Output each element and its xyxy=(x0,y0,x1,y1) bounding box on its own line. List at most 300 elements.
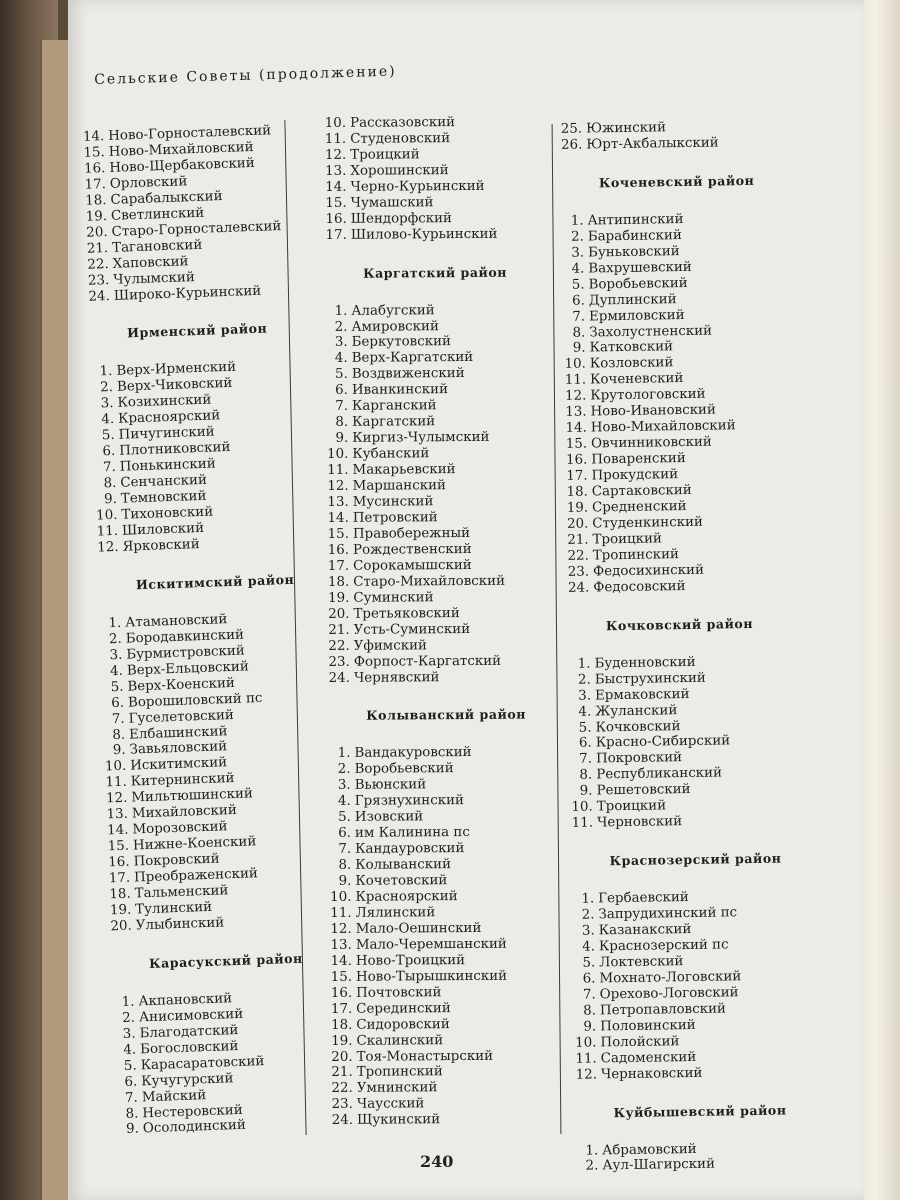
item-number: 6. xyxy=(582,971,596,987)
item-name: Тропинский xyxy=(356,1064,443,1081)
item-name: Умнинский xyxy=(356,1080,438,1097)
list-item xyxy=(323,605,553,623)
item-name: Маршанский xyxy=(352,478,446,494)
item-number: 16. xyxy=(108,854,130,871)
item-number: 12. xyxy=(330,921,352,937)
item-name: Колыванский xyxy=(355,857,452,873)
item-number: 12. xyxy=(575,1067,598,1083)
item-number: 8. xyxy=(583,1003,597,1019)
item-name: Шиловский xyxy=(121,520,205,539)
item-name: Мало-Оешинский xyxy=(355,920,482,937)
item-name: Покровский xyxy=(595,750,683,767)
item-number: 1. xyxy=(99,364,113,380)
item-number: 23. xyxy=(87,272,110,289)
item-number: 24. xyxy=(88,288,111,305)
list-item xyxy=(320,114,550,132)
list-item xyxy=(325,825,555,843)
item-name: Дуплинский xyxy=(588,291,677,309)
item-name: Елбашинский xyxy=(128,723,228,743)
item-name: Тагановский xyxy=(111,237,203,256)
item-name: Овчинниковский xyxy=(590,434,712,452)
list-item xyxy=(326,920,556,938)
item-name: Рождественский xyxy=(352,541,472,558)
item-number: 18. xyxy=(109,886,131,903)
item-name: Богословский xyxy=(139,1038,239,1058)
list-item xyxy=(324,669,554,687)
item-name: Запрудихинский пс xyxy=(598,905,738,923)
item-number: 10. xyxy=(327,446,349,463)
item-number: 11. xyxy=(571,815,594,832)
item-name: Каргатский xyxy=(352,414,436,431)
list-item xyxy=(324,745,554,763)
item-number: 9. xyxy=(338,873,352,889)
item-number: 6. xyxy=(102,444,116,460)
item-name: Верх-Ельцовский xyxy=(126,659,250,679)
item-number: 5. xyxy=(578,720,592,736)
next-page-edge xyxy=(858,0,900,1200)
list-item xyxy=(325,872,555,890)
item-name: Федосовский xyxy=(593,578,686,596)
item-name: Краснозерский пс xyxy=(598,937,729,955)
item-number: 14. xyxy=(330,953,352,969)
item-number: 8. xyxy=(579,767,593,784)
item-name: Иванкинский xyxy=(351,382,449,399)
item-number: 10. xyxy=(330,889,352,905)
item-name: Буньковский xyxy=(587,243,680,261)
item-number: 11. xyxy=(96,523,119,540)
item-number: 7. xyxy=(338,841,352,858)
list-item xyxy=(323,541,553,559)
item-number: 19. xyxy=(328,590,350,606)
item-number: 3. xyxy=(578,688,592,704)
list-item xyxy=(326,1000,556,1018)
item-name: Чумашский xyxy=(350,194,434,211)
item-number: 24. xyxy=(567,580,590,596)
list-item xyxy=(325,841,555,859)
item-name: Мусинский xyxy=(352,494,434,510)
list-item xyxy=(322,366,552,384)
item-name: Почтовский xyxy=(356,984,442,1001)
item-name: Осолодинский xyxy=(142,1118,247,1137)
item-number: 2. xyxy=(570,229,584,245)
list-item xyxy=(320,146,550,164)
list-item xyxy=(322,461,552,479)
item-number: 5. xyxy=(334,367,348,383)
item-name: Усть-Суминский xyxy=(353,621,471,638)
item-name: Старо-Горносталевский xyxy=(111,218,282,240)
item-name: Нестеровский xyxy=(142,1102,243,1121)
item-number: 10. xyxy=(571,799,593,816)
list-item xyxy=(323,589,553,607)
item-name: Понькинский xyxy=(119,456,216,475)
item-name: Барабинский xyxy=(587,227,682,245)
item-name: Тальменский xyxy=(134,883,229,902)
item-number: 25. xyxy=(560,121,583,137)
item-number: 12. xyxy=(97,539,119,556)
item-number: 13. xyxy=(330,937,352,953)
item-name: Локтевский xyxy=(599,954,684,971)
list-item xyxy=(327,1112,557,1130)
item-name: Анисимовский xyxy=(138,1006,244,1026)
item-name: Атамановский xyxy=(124,611,228,631)
item-name: Буденновский xyxy=(594,654,696,672)
item-number: 9. xyxy=(125,1121,140,1138)
list-item xyxy=(327,1096,557,1114)
item-number: 13. xyxy=(106,806,129,823)
item-name: Садоменский xyxy=(600,1049,697,1067)
item-number: 7. xyxy=(102,460,117,476)
district-title: Коченевский район xyxy=(598,172,755,191)
item-number: 10. xyxy=(95,507,118,524)
list-item xyxy=(322,414,552,432)
item-number: 7. xyxy=(572,309,586,325)
item-name: Красно-Сибирский xyxy=(595,733,731,751)
list-item xyxy=(326,968,556,986)
item-number: 4. xyxy=(578,704,592,720)
item-number: 11. xyxy=(575,1051,597,1067)
item-number: 18. xyxy=(327,574,350,590)
list-item xyxy=(321,302,551,320)
list-item xyxy=(320,162,550,180)
item-name: Антипинский xyxy=(587,211,684,229)
list-item xyxy=(320,130,550,148)
item-name: Плотниковский xyxy=(118,440,231,459)
item-number: 8. xyxy=(103,475,117,492)
item-name: Красноярский xyxy=(117,408,221,428)
item-name: Ново-Тырышкинский xyxy=(355,968,508,985)
item-number: 1. xyxy=(570,213,584,229)
item-name: Воробьевский xyxy=(354,761,454,778)
item-number: 10. xyxy=(324,115,347,131)
item-name: Крутологовский xyxy=(590,387,706,404)
item-name: Орехово-Логовский xyxy=(599,985,739,1003)
item-name: Мохнато-Логовский xyxy=(599,969,742,987)
item-number: 3. xyxy=(581,923,595,939)
item-number: 16. xyxy=(327,542,350,558)
item-number: 22. xyxy=(331,1081,353,1097)
item-name: Изовский xyxy=(354,809,424,825)
item-number: 15. xyxy=(107,838,130,855)
item-number: 14. xyxy=(82,129,105,145)
item-name: Алабугский xyxy=(351,302,435,319)
item-name: Пичугинский xyxy=(118,424,215,444)
item-name: Кочетовский xyxy=(355,873,448,889)
item-name: Грязнухинский xyxy=(354,793,464,810)
list-item xyxy=(556,134,796,154)
item-name: Республиканский xyxy=(596,765,723,783)
item-number: 12. xyxy=(564,388,587,405)
district-title: Колыванский район xyxy=(366,707,526,724)
item-name: Козихинский xyxy=(117,392,212,412)
item-number: 8. xyxy=(335,415,349,431)
item-name: Ново-Троицкий xyxy=(355,952,466,969)
item-number: 6. xyxy=(571,293,585,309)
column-3 xyxy=(556,118,813,1175)
item-number: 2. xyxy=(334,319,348,335)
item-number: 11. xyxy=(564,372,587,389)
list-item xyxy=(324,637,554,655)
item-number: 16. xyxy=(83,160,106,177)
item-name: Поваренский xyxy=(591,451,686,468)
item-number: 18. xyxy=(566,484,588,500)
item-name: Шендорфский xyxy=(350,210,452,227)
item-number: 8. xyxy=(125,1106,139,1122)
item-name: Южинский xyxy=(585,120,667,137)
item-name: Беркутовский xyxy=(351,334,451,351)
item-number: 20. xyxy=(328,606,350,622)
item-number: 14. xyxy=(327,510,349,526)
item-name: Вахрушевский xyxy=(588,259,692,277)
item-name: Серединский xyxy=(356,1000,451,1017)
item-number: 5. xyxy=(110,679,124,695)
item-name: Троицкий xyxy=(592,531,663,548)
item-number: 3. xyxy=(122,1026,136,1042)
list-item xyxy=(322,446,552,464)
item-name: Правобережный xyxy=(352,525,471,542)
list-item xyxy=(323,509,553,527)
item-name: Темновский xyxy=(120,488,207,507)
list-item xyxy=(323,477,553,495)
item-name: Скалинский xyxy=(356,1032,444,1049)
item-number: 19. xyxy=(85,208,108,225)
item-name: Тулинский xyxy=(134,899,213,918)
item-number: 1. xyxy=(581,891,595,907)
item-name: Улыбинский xyxy=(135,915,225,934)
item-name: Верх-Коенский xyxy=(127,675,236,695)
item-number: 7. xyxy=(111,711,125,727)
item-number: 10. xyxy=(564,357,586,373)
item-number: 15. xyxy=(83,145,106,161)
item-number: 2. xyxy=(108,631,123,648)
list-item xyxy=(324,621,554,639)
list-item xyxy=(325,777,555,795)
item-name: Половинский xyxy=(600,1017,696,1035)
item-number: 7. xyxy=(335,399,349,415)
item-name: Мильтюшинский xyxy=(131,786,254,806)
item-number: 4. xyxy=(109,663,124,679)
item-name: Ново-Горносталевский xyxy=(107,123,272,144)
page-number: 240 xyxy=(420,1152,454,1171)
list-item xyxy=(326,936,556,954)
item-name: Нижне-Коенский xyxy=(132,834,257,854)
item-name: Завьяловский xyxy=(129,739,228,759)
item-name: Бурмистровский xyxy=(126,643,245,663)
item-number: 11. xyxy=(330,905,352,921)
item-number: 21. xyxy=(331,1065,353,1081)
list-item xyxy=(320,178,550,196)
item-name: Акпановский xyxy=(138,991,233,1010)
item-number: 7. xyxy=(579,751,593,768)
item-name: Чулымский xyxy=(112,269,195,288)
item-name: Сартаковский xyxy=(591,482,692,500)
item-name: Ермаковский xyxy=(594,686,690,704)
item-name: Жуланский xyxy=(595,702,678,720)
item-number: 17. xyxy=(325,227,347,243)
item-name: Федосихинский xyxy=(592,562,705,580)
item-number: 5. xyxy=(571,277,585,293)
item-name: Решетовский xyxy=(596,782,691,799)
item-name: Орловский xyxy=(109,174,188,192)
item-name: Ворошиловский пс xyxy=(127,690,263,711)
list-item xyxy=(567,812,807,832)
item-name: Средненский xyxy=(591,499,687,516)
item-name: Покровский xyxy=(133,851,220,870)
item-number: 4. xyxy=(334,351,348,367)
item-name: Черно-Курьинский xyxy=(350,178,485,195)
item-number: 3. xyxy=(334,335,348,351)
item-name: Киргиз-Чулымский xyxy=(352,430,490,446)
list-item xyxy=(325,809,555,827)
item-name: Искитимский xyxy=(129,755,228,774)
item-name: Благодатский xyxy=(139,1022,239,1042)
list-item xyxy=(327,1048,557,1066)
item-number: 9. xyxy=(579,783,593,800)
item-name: Аул-Шагирский xyxy=(602,1157,716,1174)
item-number: 9. xyxy=(583,1019,597,1035)
item-name: Рассказовский xyxy=(349,115,456,131)
item-number: 2. xyxy=(577,672,591,688)
item-name: Сарабалыкский xyxy=(110,188,223,208)
list-item xyxy=(322,398,552,416)
item-name: Тропинский xyxy=(592,546,679,564)
item-number: 19. xyxy=(109,902,132,919)
list-item xyxy=(327,1064,557,1082)
item-number: 12. xyxy=(327,478,349,495)
item-name: Троицкий xyxy=(596,798,667,815)
item-number: 21. xyxy=(328,622,350,638)
list-item xyxy=(563,577,803,597)
item-number: 1. xyxy=(121,994,135,1010)
item-number: 9. xyxy=(335,431,349,447)
item-number: 12. xyxy=(324,147,347,163)
item-name: Захолустненский xyxy=(589,323,713,341)
list-item xyxy=(321,210,551,228)
item-name: Лялинский xyxy=(355,905,436,921)
item-name: Ново-Михайловский xyxy=(108,139,254,160)
item-number: 1. xyxy=(337,746,351,762)
item-number: 1. xyxy=(334,303,348,319)
item-number: 5. xyxy=(101,428,115,444)
item-number: 6. xyxy=(124,1074,138,1090)
item-number: 18. xyxy=(330,1017,353,1033)
list-item xyxy=(321,318,551,336)
item-name: Шилово-Курьинский xyxy=(350,226,498,243)
item-name: Карганский xyxy=(351,398,437,415)
item-number: 14. xyxy=(325,179,347,195)
item-number: 8. xyxy=(338,857,352,873)
item-number: 15. xyxy=(325,195,347,211)
item-number: 26. xyxy=(560,137,583,153)
item-name: Петровский xyxy=(352,510,438,526)
item-number: 12. xyxy=(105,791,128,807)
item-number: 3. xyxy=(100,396,114,412)
item-number: 1. xyxy=(585,1142,599,1159)
item-number: 16. xyxy=(330,985,353,1001)
list-item xyxy=(321,194,551,212)
item-name: Ярковский xyxy=(122,536,200,555)
list-item xyxy=(323,573,553,591)
item-number: 24. xyxy=(328,670,350,686)
item-number: 18. xyxy=(84,192,107,209)
item-name: Черновский xyxy=(596,814,683,831)
item-name: Сенчанский xyxy=(120,472,208,491)
item-number: 14. xyxy=(106,822,129,839)
item-number: 17. xyxy=(330,1001,353,1017)
item-number: 23. xyxy=(331,1097,353,1113)
item-name: Широко-Курьинский xyxy=(113,283,262,304)
item-number: 21. xyxy=(86,240,109,257)
item-name: Вьюнский xyxy=(354,777,427,794)
list-item xyxy=(322,382,552,400)
list-item xyxy=(325,888,555,906)
item-name: Кубанский xyxy=(352,446,430,462)
item-number: 4. xyxy=(101,412,115,428)
item-name: Тоя-Монастырский xyxy=(356,1048,494,1065)
item-number: 4. xyxy=(571,261,585,277)
item-number: 20. xyxy=(331,1049,353,1065)
item-name: Майский xyxy=(141,1087,207,1105)
item-name: Светлинский xyxy=(110,205,205,224)
item-number: 11. xyxy=(327,462,349,479)
item-number: 8. xyxy=(572,325,586,341)
item-number: 13. xyxy=(327,494,349,510)
item-number: 17. xyxy=(327,558,350,574)
item-number: 17. xyxy=(108,870,131,887)
item-number: 7. xyxy=(124,1090,139,1106)
item-number: 20. xyxy=(86,224,108,241)
list-item xyxy=(325,793,555,811)
item-name: Юрт-Акбалыкский xyxy=(586,135,719,153)
item-number: 22. xyxy=(87,256,109,273)
item-number: 7. xyxy=(582,987,596,1003)
item-number: 8. xyxy=(112,727,126,743)
item-name: Студеновский xyxy=(350,131,451,147)
item-name: Ново-Щербаковский xyxy=(109,155,255,176)
item-name: Сорокамышский xyxy=(353,557,472,574)
item-number: 3. xyxy=(337,778,351,794)
item-number: 17. xyxy=(566,468,588,484)
item-number: 5. xyxy=(582,955,596,971)
item-name: Красноярский xyxy=(355,889,458,905)
item-name: Казанакский xyxy=(598,922,692,939)
district-title: Краснозерский район xyxy=(609,850,782,869)
item-number: 5. xyxy=(338,810,351,826)
item-number: 3. xyxy=(571,245,585,261)
item-name: Макарьевский xyxy=(352,462,456,478)
item-number: 13. xyxy=(565,404,587,421)
list-item xyxy=(324,653,554,671)
item-number: 9. xyxy=(103,491,118,508)
list-item xyxy=(322,350,552,368)
item-number: 1. xyxy=(108,615,122,632)
item-name: Козловский xyxy=(589,355,674,372)
item-name: Воробьевский xyxy=(588,275,688,293)
item-name: Кочковский xyxy=(595,718,681,735)
list-item xyxy=(323,557,553,575)
page-header: Сельские Советы (продолжение) xyxy=(94,63,397,88)
item-number: 9. xyxy=(112,743,126,759)
item-number: 11. xyxy=(105,775,128,791)
item-number: 20. xyxy=(566,516,589,532)
district-title: Искитимский район xyxy=(135,571,295,593)
item-number: 2. xyxy=(581,907,595,923)
item-name: Чернявский xyxy=(353,669,440,686)
item-number: 2. xyxy=(337,762,351,778)
item-number: 16. xyxy=(565,452,588,469)
district-title: Ирменский район xyxy=(126,321,268,341)
item-name: Гуселетовский xyxy=(128,707,235,727)
district-title: Куйбышевский район xyxy=(613,1102,787,1120)
